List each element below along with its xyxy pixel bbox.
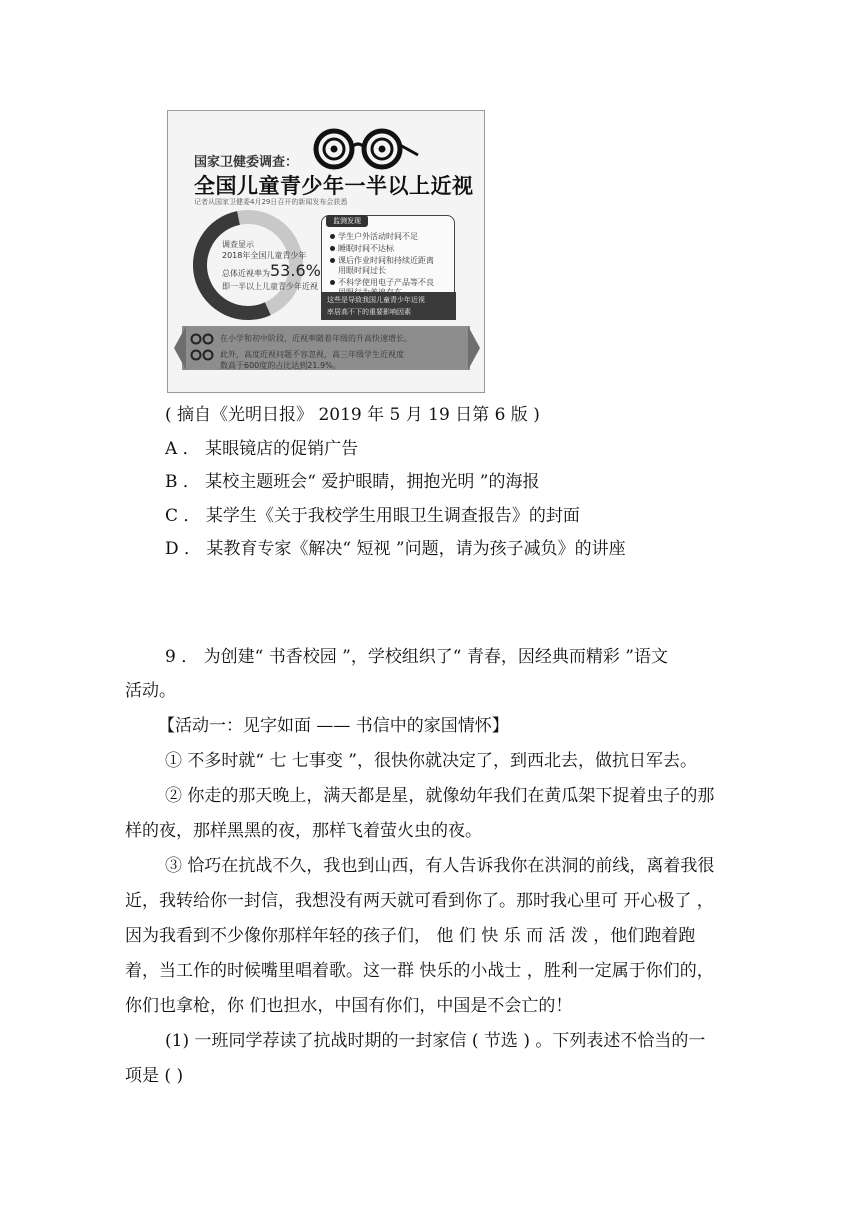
subquestion-1-line-1: (1) 一班同学荐读了抗战时期的一封家信 ( 节选 ) 。下列表述不恰当的一 — [165, 1031, 706, 1051]
monitor-item-3: 用眼时间过长 — [338, 266, 386, 275]
monitor-item-2: 睡眠时间不达标 — [338, 244, 394, 253]
infographic-figure — [167, 110, 485, 393]
myopia-rate-value: 53.6% — [270, 261, 321, 280]
option-b: B ． 某校主题班会“ 爱护眼睛，拥抱光明 ”的海报 — [165, 472, 540, 492]
bullet-dot — [330, 280, 335, 285]
source-citation: ( 摘自《光明日报》 2019 年 5 月 19 日第 6 版 ) — [165, 405, 540, 425]
glasses-small-icon — [190, 333, 216, 345]
bullet-dot — [330, 246, 335, 251]
paragraph-2-line-1: ② 你走的那天晚上，满天都是星，就像幼年我们在黄瓜架下捉着虫子的那 — [165, 786, 715, 806]
option-c: C ． 某学生《关于我校学生用眼卫生调查报告》的封面 — [165, 506, 580, 526]
ring-label-4: 即一半以上儿童青少年近视 — [222, 282, 318, 291]
infographic-headline: 全国儿童青少年一半以上近视 — [194, 174, 474, 198]
bullet-dot — [330, 258, 335, 263]
band-fold-left — [174, 316, 186, 380]
conclusion-line-2: 率居高不下的重要影响因素 — [327, 308, 411, 316]
ring-label-3: 总体近视率为 — [222, 269, 270, 278]
band-fold-right — [468, 316, 480, 380]
activity-title: 【活动一：见字如面 —— 书信中的家国情怀】 — [158, 716, 509, 736]
monitor-item-3: 课后作业时间和持续近距离 — [338, 256, 434, 265]
ring-label-2: 2018年全国儿童青少年 — [222, 251, 307, 260]
note-2-line-2: 数高于600度的占比达到21.9%。 — [220, 361, 341, 370]
glasses-small-icon — [190, 349, 216, 361]
conclusion-banner — [321, 292, 456, 320]
paragraph-3-line-1: ③ 恰巧在抗战不久，我也到山西，有人告诉我你在洪洞的前线，离着我很 — [165, 856, 715, 876]
question-9-line-2: 活动。 — [125, 681, 176, 701]
conclusion-line-1: 这些是导致我国儿童青少年近视 — [327, 296, 425, 304]
subquestion-1-line-2: 项是 ( ) — [125, 1066, 184, 1086]
ring-rate-line — [222, 261, 321, 280]
note-1-line-1: 在小学和初中阶段，近视率随着年级的升高快速增长。 — [220, 334, 412, 343]
bullet-dot — [330, 234, 335, 239]
option-a: A ． 某眼镜店的促销广告 — [165, 439, 359, 459]
ring-label-1: 调查显示 — [222, 240, 254, 249]
infographic-subline: 记者从国家卫健委4月29日召开的新闻发布会获悉 — [194, 198, 348, 206]
paragraph-3-line-3: 因为我看到不少像你那样年轻的孩子们， 他 们 快 乐 而 活 泼 ，他们跑着跑 — [125, 926, 696, 946]
paragraph-2-line-2: 样的夜，那样黑黑的夜，那样飞着萤火虫的夜。 — [125, 821, 482, 841]
paragraph-3-line-5: 你们也拿枪，你 们也担水，中国有你们，中国是不会亡的！ — [125, 996, 573, 1016]
monitor-item-4: 不科学使用电子产品等不良 — [338, 278, 434, 287]
paragraph-3-line-2: 近，我转给你一封信，我想没有两天就可看到你了。那时我心里可 开心极了 ， — [125, 891, 714, 911]
monitor-title: 监测发现 — [326, 215, 368, 227]
infographic-headline-small: 国家卫健委调查： — [194, 155, 299, 170]
option-d: D ． 某教育专家《解决“ 短视 ”问题，请为孩子减负》的讲座 — [165, 539, 626, 559]
paragraph-1-line-1: ① 不多时就“ 七 七事变 ”，很快你就决定了，到西北去，做抗日军去。 — [165, 751, 697, 771]
question-9-line-1: 9 ． 为创建“ 书香校园 ”，学校组织了“ 青春，因经典而精彩 ”语文 — [165, 647, 669, 667]
monitor-item-1: 学生户外活动时间不足 — [338, 232, 418, 241]
paragraph-3-line-4: 着，当工作的时候嘴里唱着歌。这一群 快乐的小战士 ，胜利一定属于你们的， — [125, 961, 714, 981]
note-2-line-1: 此外，高度近视问题不容忽视，高三年级学生近视度 — [220, 350, 404, 359]
